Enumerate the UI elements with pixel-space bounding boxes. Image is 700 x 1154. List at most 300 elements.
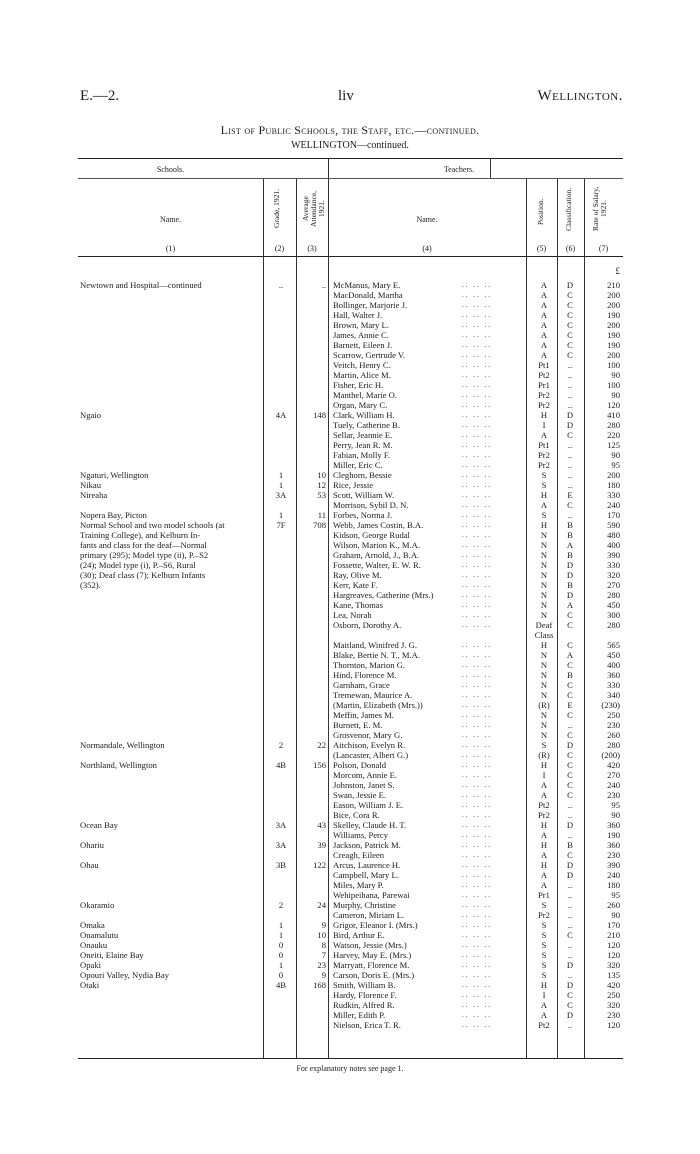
teacher-position: A bbox=[540, 500, 548, 510]
teacher-classification: C bbox=[567, 350, 573, 360]
teacher-salary: 250 bbox=[607, 710, 620, 720]
teacher-salary: 330 bbox=[607, 680, 620, 690]
teacher-position: N bbox=[540, 540, 548, 550]
table-row bbox=[0, 840, 700, 850]
district-heading: Wellington. bbox=[537, 88, 623, 104]
teacher-salary: 90 bbox=[611, 370, 620, 380]
school-name: (30); Deaf class (7); Kelburn Infants bbox=[80, 570, 206, 580]
leader-dots: .. .. .. bbox=[462, 361, 492, 369]
school-grade: 3A bbox=[275, 840, 287, 850]
teacher-name: Harvey, May E. (Mrs.) bbox=[333, 950, 412, 960]
teacher-classification: C bbox=[567, 690, 573, 700]
table-row bbox=[0, 1000, 700, 1010]
leader-dots: .. .. .. bbox=[462, 971, 492, 979]
school-grade: 3A bbox=[275, 820, 287, 830]
teacher-name: Kane, Thomas bbox=[333, 600, 383, 610]
teacher-classification: .. bbox=[567, 370, 573, 380]
leader-dots: .. .. .. bbox=[462, 511, 492, 519]
school-attendance: .. bbox=[321, 280, 326, 290]
teacher-position: H bbox=[540, 820, 548, 830]
teacher-salary: 565 bbox=[607, 640, 620, 650]
teacher-position: A bbox=[540, 780, 548, 790]
teacher-salary: 450 bbox=[607, 600, 620, 610]
table-row bbox=[0, 440, 700, 450]
teacher-name: Kidson, George Rudal bbox=[333, 530, 410, 540]
leader-dots: .. .. .. bbox=[462, 671, 492, 679]
teacher-classification: D bbox=[566, 860, 574, 870]
table-row bbox=[0, 690, 700, 700]
leader-dots: .. .. .. bbox=[462, 901, 492, 909]
teacher-position: N bbox=[540, 670, 548, 680]
teacher-name: Blake, Bertie N. T., M.A. bbox=[333, 650, 421, 660]
table-row bbox=[0, 660, 700, 670]
leader-dots: .. .. .. bbox=[462, 381, 492, 389]
teacher-name: Bice, Cora R. bbox=[333, 810, 380, 820]
leader-dots: .. .. .. bbox=[462, 741, 492, 749]
leader-dots: .. .. .. bbox=[462, 951, 492, 959]
teacher-position: Pr2 bbox=[538, 910, 550, 920]
school-attendance: 9 bbox=[321, 920, 326, 930]
table-row bbox=[0, 820, 700, 830]
colnum-6: (6) bbox=[565, 244, 576, 253]
teacher-classification: .. bbox=[567, 970, 573, 980]
leader-dots: .. .. .. bbox=[462, 611, 492, 619]
teacher-position: N bbox=[540, 530, 548, 540]
school-grade: .. bbox=[278, 280, 284, 290]
leader-dots: .. .. .. bbox=[462, 621, 492, 629]
leader-dots: .. .. .. bbox=[462, 661, 492, 669]
table-row bbox=[0, 500, 700, 510]
teacher-position: H bbox=[540, 860, 548, 870]
table-row bbox=[0, 890, 700, 900]
school-grade: 2 bbox=[278, 740, 284, 750]
teacher-name: Burnett, E. M. bbox=[333, 720, 383, 730]
teacher-salary: 210 bbox=[607, 930, 620, 940]
colnum-7: (7) bbox=[598, 244, 609, 253]
teacher-position: S bbox=[541, 960, 547, 970]
page-number: liv bbox=[338, 88, 354, 104]
school-attendance: 7 bbox=[321, 950, 326, 960]
school-attendance: 22 bbox=[317, 740, 326, 750]
leader-dots: .. .. .. bbox=[462, 801, 492, 809]
teacher-name: Manthel, Marie O. bbox=[333, 390, 397, 400]
teacher-salary: 190 bbox=[607, 340, 620, 350]
teacher-name: Martin, Alice M. bbox=[333, 370, 391, 380]
teacher-name: Hardy, Florence F. bbox=[333, 990, 397, 1000]
teacher-position: N bbox=[540, 560, 548, 570]
leader-dots: .. .. .. bbox=[462, 321, 492, 329]
teacher-position: S bbox=[541, 940, 547, 950]
teacher-salary: 180 bbox=[607, 880, 620, 890]
teacher-name: Wilson, Marion K., M.A. bbox=[333, 540, 421, 550]
teacher-classification: B bbox=[567, 670, 573, 680]
table-row bbox=[0, 880, 700, 890]
colnum-4: (4) bbox=[422, 244, 432, 253]
teacher-classification: .. bbox=[567, 440, 573, 450]
teacher-salary: 230 bbox=[607, 720, 620, 730]
teacher-salary: 180 bbox=[607, 480, 620, 490]
teacher-position: A bbox=[540, 790, 548, 800]
teacher-salary: 340 bbox=[607, 690, 620, 700]
leader-dots: .. .. .. bbox=[462, 651, 492, 659]
leader-dots: .. .. .. bbox=[462, 1021, 492, 1029]
table-row bbox=[0, 470, 700, 480]
table-row bbox=[0, 330, 700, 340]
table-row bbox=[0, 800, 700, 810]
teacher-position: S bbox=[541, 950, 547, 960]
teacher-name: Clark, William H. bbox=[333, 410, 395, 420]
header-position: Position. bbox=[536, 198, 545, 226]
teacher-position: Pr1 bbox=[538, 890, 550, 900]
teacher-name: Miles, Mary P. bbox=[333, 880, 384, 890]
leader-dots: .. .. .. bbox=[462, 711, 492, 719]
table-row bbox=[0, 930, 700, 940]
teacher-position: N bbox=[540, 730, 548, 740]
teacher-salary: 280 bbox=[607, 620, 620, 630]
teacher-salary: 320 bbox=[607, 1000, 620, 1010]
footnote: For explanatory notes see page 1. bbox=[296, 1064, 404, 1073]
table-row bbox=[0, 730, 700, 740]
teacher-salary: 190 bbox=[607, 330, 620, 340]
teacher-name: Skelley, Claude H. T. bbox=[333, 820, 407, 830]
teacher-name: Eason, William J. E. bbox=[333, 800, 404, 810]
school-name: Opouri Valley, Nydia Bay bbox=[80, 970, 170, 980]
teacher-salary: 95 bbox=[611, 890, 620, 900]
school-name: Training College), and Kelburn In- bbox=[80, 530, 201, 540]
teacher-position: Pt1 bbox=[538, 440, 550, 450]
school-attendance: 12 bbox=[317, 480, 326, 490]
teacher-name: Morrison, Sybil D. N. bbox=[333, 500, 409, 510]
teacher-name: James, Annie C. bbox=[333, 330, 389, 340]
teacher-classification: .. bbox=[567, 400, 573, 410]
table-row bbox=[0, 460, 700, 470]
leader-dots: .. .. .. bbox=[462, 431, 492, 439]
teacher-salary: 270 bbox=[607, 770, 620, 780]
teacher-classification: .. bbox=[567, 900, 573, 910]
leader-dots: .. .. .. bbox=[462, 891, 492, 899]
teacher-name: Kerr, Kate F. bbox=[333, 580, 378, 590]
teacher-salary: 360 bbox=[607, 820, 620, 830]
teacher-position: N bbox=[540, 570, 548, 580]
leader-dots: .. .. .. bbox=[462, 991, 492, 999]
teacher-position: H bbox=[540, 980, 548, 990]
school-name: primary (295); Model type (ii), P.–S2 bbox=[80, 550, 209, 560]
school-attendance: 24 bbox=[317, 900, 326, 910]
teacher-classification: D bbox=[566, 740, 574, 750]
teacher-classification: .. bbox=[567, 470, 573, 480]
table-row bbox=[0, 610, 700, 620]
teacher-classification: C bbox=[567, 290, 573, 300]
leader-dots: .. .. .. bbox=[462, 421, 492, 429]
teacher-salary: 320 bbox=[607, 570, 620, 580]
leader-dots: .. .. .. bbox=[462, 531, 492, 539]
school-attendance: 708 bbox=[313, 520, 326, 530]
teacher-classification: B bbox=[567, 580, 573, 590]
teacher-position: N bbox=[540, 610, 548, 620]
school-name: Nopera Bay, Picton bbox=[80, 510, 147, 520]
leader-dots: .. .. .. bbox=[462, 681, 492, 689]
teacher-position: S bbox=[541, 510, 547, 520]
school-attendance: 10 bbox=[317, 930, 326, 940]
teacher-name: Wehipeihana, Parewai bbox=[333, 890, 410, 900]
teacher-classification: C bbox=[567, 850, 573, 860]
teacher-position: A bbox=[540, 310, 548, 320]
teacher-salary: 360 bbox=[607, 840, 620, 850]
teacher-name: Maitland, Winifred J. G. bbox=[333, 640, 417, 650]
teacher-position: S bbox=[541, 470, 547, 480]
table-row bbox=[0, 370, 700, 380]
leader-dots: .. .. .. bbox=[462, 961, 492, 969]
teacher-salary: 200 bbox=[607, 350, 620, 360]
teacher-name: Brown, Mary L. bbox=[333, 320, 389, 330]
teacher-salary: 280 bbox=[607, 740, 620, 750]
teacher-position: H bbox=[540, 410, 548, 420]
school-attendance: 9 bbox=[321, 970, 326, 980]
table-row bbox=[0, 910, 700, 920]
page-title: List of Public Schools, the Staff, etc.—continued. bbox=[220, 123, 480, 137]
teacher-position: S bbox=[541, 970, 547, 980]
teacher-classification: .. bbox=[567, 460, 573, 470]
school-grade: 1 bbox=[278, 510, 284, 520]
school-name: fants and class for the deaf—Normal bbox=[80, 540, 207, 550]
leader-dots: .. .. .. bbox=[462, 791, 492, 799]
teacher-salary: 480 bbox=[607, 530, 620, 540]
school-grade: 1 bbox=[278, 470, 284, 480]
teacher-classification: .. bbox=[567, 1020, 573, 1030]
teacher-salary: 300 bbox=[607, 610, 620, 620]
school-name: Ngaio bbox=[80, 410, 102, 420]
teacher-classification: .. bbox=[567, 810, 573, 820]
teacher-salary: 400 bbox=[607, 660, 620, 670]
teacher-salary: 120 bbox=[607, 950, 620, 960]
leader-dots: .. .. .. bbox=[462, 281, 492, 289]
teacher-name: Swan, Jessie E. bbox=[333, 790, 386, 800]
leader-dots: .. .. .. bbox=[462, 751, 492, 759]
teacher-classification: .. bbox=[567, 940, 573, 950]
table-row bbox=[0, 390, 700, 400]
school-attendance: 8 bbox=[321, 940, 326, 950]
school-grade: 3A bbox=[275, 490, 287, 500]
table-row bbox=[0, 560, 700, 570]
teacher-name: Barnett, Eileen J. bbox=[333, 340, 393, 350]
leader-dots: .. .. .. bbox=[462, 931, 492, 939]
teacher-salary: 360 bbox=[607, 670, 620, 680]
leader-dots: .. .. .. bbox=[462, 551, 492, 559]
table-row bbox=[0, 580, 700, 590]
teacher-name: Smith, William B. bbox=[333, 980, 396, 990]
teacher-classification: .. bbox=[567, 360, 573, 370]
currency-symbol: £ bbox=[615, 266, 620, 276]
leader-dots: .. .. .. bbox=[462, 911, 492, 919]
table-row bbox=[0, 700, 700, 710]
table-row bbox=[0, 510, 700, 520]
teacher-classification: C bbox=[567, 300, 573, 310]
leader-dots: .. .. .. bbox=[462, 441, 492, 449]
table-row bbox=[0, 980, 700, 990]
teacher-classification: C bbox=[567, 990, 573, 1000]
teacher-position: I bbox=[542, 420, 546, 430]
teacher-salary: 330 bbox=[607, 560, 620, 570]
teacher-position: A bbox=[540, 850, 548, 860]
teacher-name: Tremewan, Maurice A. bbox=[333, 690, 413, 700]
table-row bbox=[0, 900, 700, 910]
teacher-salary: 590 bbox=[607, 520, 620, 530]
school-grade: 1 bbox=[278, 930, 284, 940]
table-row bbox=[0, 920, 700, 930]
teacher-position: A bbox=[540, 880, 548, 890]
leader-dots: .. .. .. bbox=[462, 1001, 492, 1009]
teacher-position: (R) bbox=[538, 750, 550, 760]
table-row bbox=[0, 770, 700, 780]
leader-dots: .. .. .. bbox=[462, 401, 492, 409]
teacher-name: Graham, Arnold, J., B.A. bbox=[333, 550, 420, 560]
school-attendance: 156 bbox=[313, 760, 326, 770]
teacher-salary: 95 bbox=[611, 460, 620, 470]
table-row bbox=[0, 590, 700, 600]
table-row bbox=[0, 280, 700, 290]
school-name: Opaki bbox=[80, 960, 102, 970]
teacher-name: Rice, Jessie bbox=[333, 480, 374, 490]
leader-dots: .. .. .. bbox=[462, 721, 492, 729]
teacher-position: H bbox=[540, 520, 548, 530]
teacher-classification: C bbox=[567, 760, 573, 770]
header-classification: Classification. bbox=[564, 187, 573, 231]
table-row bbox=[0, 290, 700, 300]
teacher-name: Miller, Edith P. bbox=[333, 1010, 386, 1020]
leader-dots: .. .. .. bbox=[462, 461, 492, 469]
page-subtitle: WELLINGTON—continued. bbox=[291, 140, 409, 151]
leader-dots: .. .. .. bbox=[462, 831, 492, 839]
leader-dots: .. .. .. bbox=[462, 881, 492, 889]
teacher-classification: C bbox=[567, 790, 573, 800]
table-row bbox=[0, 310, 700, 320]
leader-dots: .. .. .. bbox=[462, 311, 492, 319]
school-name: Nireaha bbox=[80, 490, 108, 500]
teacher-salary: 320 bbox=[607, 960, 620, 970]
teacher-salary: 390 bbox=[607, 860, 620, 870]
teacher-name: Williams, Percy bbox=[333, 830, 389, 840]
teacher-salary: 270 bbox=[607, 580, 620, 590]
school-name: Okaramio bbox=[80, 900, 115, 910]
leader-dots: .. .. .. bbox=[462, 541, 492, 549]
teacher-classification: .. bbox=[567, 950, 573, 960]
school-grade: 0 bbox=[278, 950, 284, 960]
teacher-position: Pr2 bbox=[538, 460, 550, 470]
table-row bbox=[0, 570, 700, 580]
teacher-salary: 120 bbox=[607, 940, 620, 950]
teacher-position: Pr1 bbox=[538, 380, 550, 390]
teacher-position: Pr2 bbox=[538, 810, 550, 820]
school-name: (352). bbox=[80, 580, 101, 590]
leader-dots: .. .. .. bbox=[462, 691, 492, 699]
teacher-name: Watson, Jessie (Mrs.) bbox=[333, 940, 407, 950]
leader-dots: .. .. .. bbox=[462, 841, 492, 849]
school-name: Omaka bbox=[80, 920, 105, 930]
leader-dots: .. .. .. bbox=[462, 391, 492, 399]
table-row bbox=[0, 620, 700, 630]
teacher-classification: C bbox=[567, 640, 573, 650]
teacher-classification: .. bbox=[567, 830, 573, 840]
teacher-classification: C bbox=[567, 930, 573, 940]
teacher-classification: C bbox=[567, 310, 573, 320]
teacher-name: (Martin, Elizabeth (Mrs.)) bbox=[333, 700, 423, 710]
header-salary: Rate of Salary, 1921. bbox=[591, 186, 608, 232]
table-top-rule bbox=[78, 158, 623, 159]
leader-dots: .. .. .. bbox=[462, 581, 492, 589]
table-row bbox=[0, 760, 700, 770]
teacher-position: N bbox=[540, 690, 548, 700]
table-row bbox=[0, 520, 700, 530]
teacher-classification: .. bbox=[567, 920, 573, 930]
teacher-name: Forbes, Norma J. bbox=[333, 510, 393, 520]
teacher-salary: 125 bbox=[607, 440, 620, 450]
school-name: (24); Model type (i), P.–S6, Rural bbox=[80, 560, 196, 570]
teacher-salary: 260 bbox=[607, 730, 620, 740]
teacher-position: Pr2 bbox=[538, 450, 550, 460]
teacher-salary: 135 bbox=[607, 970, 620, 980]
teacher-salary: 220 bbox=[607, 430, 620, 440]
teacher-salary: 390 bbox=[607, 550, 620, 560]
teacher-name: Campbell, Mary L. bbox=[333, 870, 399, 880]
teacher-classification: C bbox=[567, 770, 573, 780]
leader-dots: .. .. .. bbox=[462, 821, 492, 829]
teacher-position: N bbox=[540, 720, 548, 730]
teacher-classification: .. bbox=[567, 510, 573, 520]
school-attendance: 11 bbox=[317, 510, 326, 520]
teacher-classification: C bbox=[567, 330, 573, 340]
teacher-name: Ray, Olive M. bbox=[333, 570, 382, 580]
teacher-classification: E bbox=[567, 700, 573, 710]
teacher-classification: A bbox=[566, 540, 574, 550]
table-row bbox=[0, 680, 700, 690]
teacher-position: A bbox=[540, 290, 548, 300]
leader-dots: .. .. .. bbox=[462, 981, 492, 989]
teacher-salary: 230 bbox=[607, 850, 620, 860]
teacher-position: S bbox=[541, 920, 547, 930]
teacher-position: S bbox=[541, 900, 547, 910]
teacher-position: I bbox=[542, 990, 546, 1000]
leader-dots: .. .. .. bbox=[462, 921, 492, 929]
teacher-name: Bollinger, Marjorie J. bbox=[333, 300, 408, 310]
teacher-classification: C bbox=[567, 660, 573, 670]
teacher-classification: .. bbox=[567, 890, 573, 900]
teacher-salary: 120 bbox=[607, 1020, 620, 1030]
teacher-name: Scarrow, Gertrude V. bbox=[333, 350, 406, 360]
teacher-salary: 240 bbox=[607, 500, 620, 510]
teacher-position: Pr2 bbox=[538, 400, 550, 410]
teacher-salary: (230) bbox=[601, 700, 620, 710]
teacher-position: Class bbox=[534, 630, 554, 640]
teacher-classification: B bbox=[567, 550, 573, 560]
teacher-position: N bbox=[540, 590, 548, 600]
leader-dots: .. .. .. bbox=[462, 331, 492, 339]
colnum-5: (5) bbox=[536, 244, 547, 253]
teacher-position: Pt1 bbox=[538, 360, 550, 370]
teacher-salary: 420 bbox=[607, 980, 620, 990]
table-row bbox=[0, 740, 700, 750]
table-row bbox=[0, 650, 700, 660]
teacher-classification: C bbox=[567, 750, 573, 760]
leader-dots: .. .. .. bbox=[462, 771, 492, 779]
teacher-position: A bbox=[540, 350, 548, 360]
teacher-salary: 100 bbox=[607, 360, 620, 370]
teacher-name: Organ, Mary C. bbox=[333, 400, 388, 410]
teacher-position: Pt2 bbox=[538, 800, 550, 810]
teacher-classification: D bbox=[566, 280, 574, 290]
teacher-name: Johnston, Janet S. bbox=[333, 780, 395, 790]
teacher-position: A bbox=[540, 320, 548, 330]
teacher-position: Pr2 bbox=[538, 390, 550, 400]
